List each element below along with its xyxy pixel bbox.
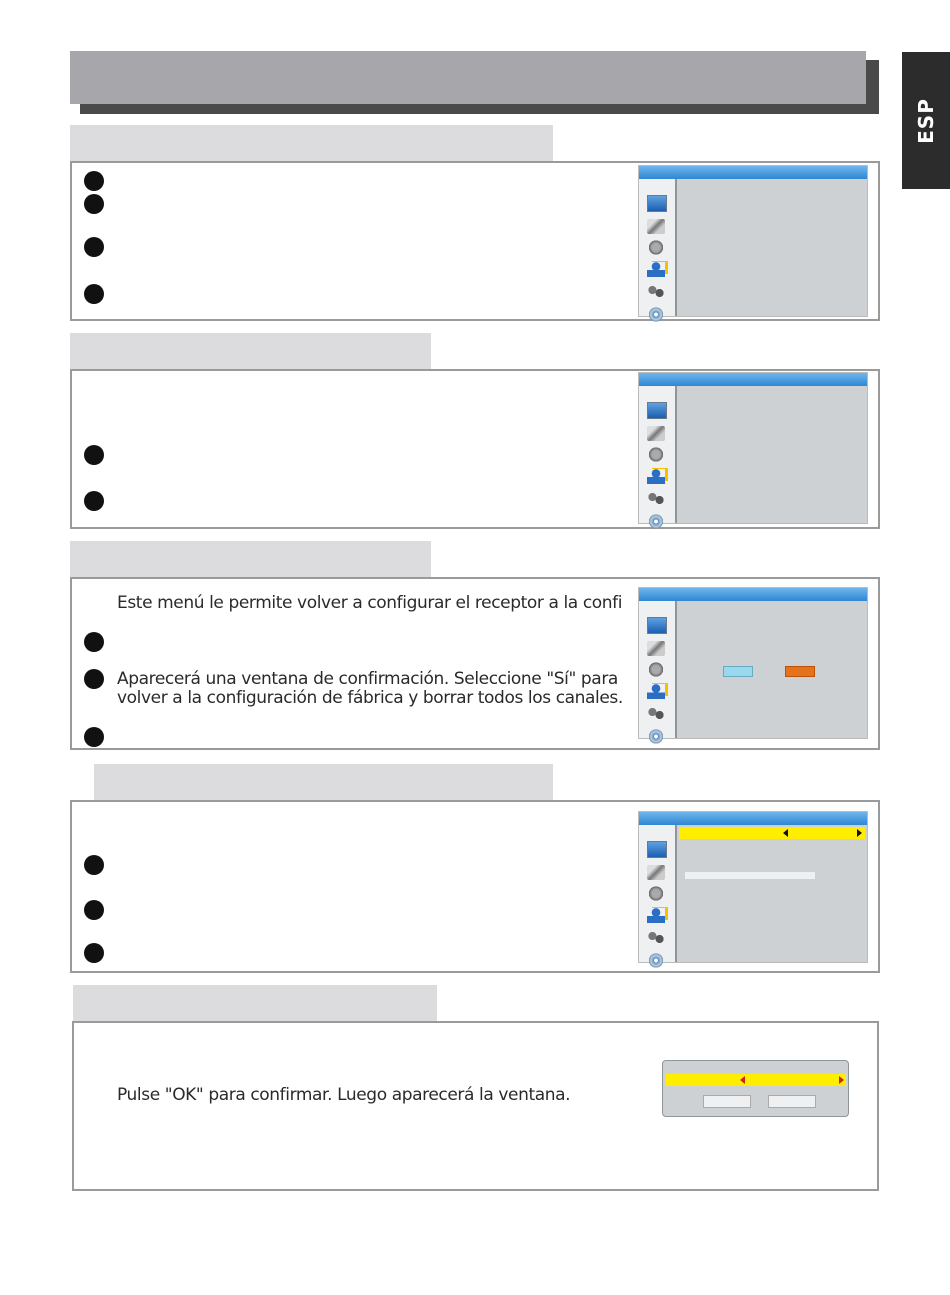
disc-icon	[647, 953, 665, 968]
dialog-cancel-button[interactable]	[768, 1095, 816, 1108]
menu-title-bar	[639, 166, 867, 179]
dialog-ok-button[interactable]	[703, 1095, 751, 1108]
disc-icon	[647, 307, 665, 322]
menu-title-bar	[639, 373, 867, 386]
confirm-text-line-2: volver a la configuración de fábrica y borrar todos los canales.	[117, 688, 623, 708]
section-2-header	[70, 333, 431, 370]
menu-title-bar	[639, 588, 867, 601]
arrow-right-icon[interactable]	[857, 829, 862, 837]
reset-intro-text: Este menú le permite volver a configurar el receptor a la confi	[117, 593, 623, 613]
network-icon	[647, 706, 665, 721]
language-tab-label: ESP	[914, 97, 938, 144]
step-bullet	[84, 445, 104, 465]
dish-icon	[647, 865, 665, 880]
confirm-text-line-1: Aparecerá una ventana de confirmación. Seleccione "Sí" para	[117, 669, 618, 689]
selected-menu-row[interactable]	[679, 827, 865, 839]
tv-icon	[647, 617, 667, 634]
gear-icon	[647, 662, 665, 677]
step-bullet	[84, 943, 104, 963]
menu-icon-strip	[639, 386, 677, 523]
gear-icon	[647, 886, 665, 901]
page-title-bar	[70, 51, 866, 104]
step-bullet	[84, 171, 104, 191]
dialog-screenshot	[662, 1060, 849, 1117]
menu-screenshot-2	[638, 372, 868, 524]
menu-screenshot-4	[638, 811, 868, 963]
menu-icon-strip	[639, 825, 677, 962]
menu-screenshot-3	[638, 587, 868, 739]
tv-icon	[647, 841, 667, 858]
step-bullet	[84, 669, 104, 689]
user-icon	[647, 469, 665, 484]
tv-icon	[647, 195, 667, 212]
section-4-header-notch	[70, 764, 94, 801]
step-bullet	[84, 284, 104, 304]
confirm-yes-button[interactable]	[723, 666, 753, 677]
dialog-selected-row[interactable]	[666, 1074, 846, 1086]
section-5-header	[73, 985, 437, 1021]
network-icon	[647, 930, 665, 945]
step-bullet	[84, 491, 104, 511]
disc-icon	[647, 514, 665, 529]
network-icon	[647, 491, 665, 506]
menu-title-bar	[639, 812, 867, 825]
confirm-ok-text: Pulse "OK" para confirmar. Luego aparecerá la ventana.	[117, 1085, 571, 1105]
section-4-header	[70, 764, 553, 801]
section-1-header	[70, 125, 553, 161]
step-bullet	[84, 900, 104, 920]
arrow-right-icon[interactable]	[839, 1076, 844, 1084]
input-field[interactable]	[685, 872, 815, 879]
section-3-header	[70, 541, 431, 578]
arrow-left-icon[interactable]	[783, 829, 788, 837]
gear-icon	[647, 240, 665, 255]
dish-icon	[647, 219, 665, 234]
step-bullet	[84, 194, 104, 214]
network-icon	[647, 284, 665, 299]
disc-icon	[647, 729, 665, 744]
user-icon	[647, 684, 665, 699]
dish-icon	[647, 426, 665, 441]
user-icon	[647, 262, 665, 277]
dish-icon	[647, 641, 665, 656]
user-icon	[647, 908, 665, 923]
step-bullet	[84, 727, 104, 747]
menu-icon-strip	[639, 179, 677, 316]
language-tab	[902, 52, 950, 189]
gear-icon	[647, 447, 665, 462]
step-bullet	[84, 855, 104, 875]
step-bullet	[84, 632, 104, 652]
tv-icon	[647, 402, 667, 419]
step-bullet	[84, 237, 104, 257]
menu-icon-strip	[639, 601, 677, 738]
arrow-left-icon[interactable]	[740, 1076, 745, 1084]
confirm-no-button[interactable]	[785, 666, 815, 677]
menu-screenshot-1	[638, 165, 868, 317]
